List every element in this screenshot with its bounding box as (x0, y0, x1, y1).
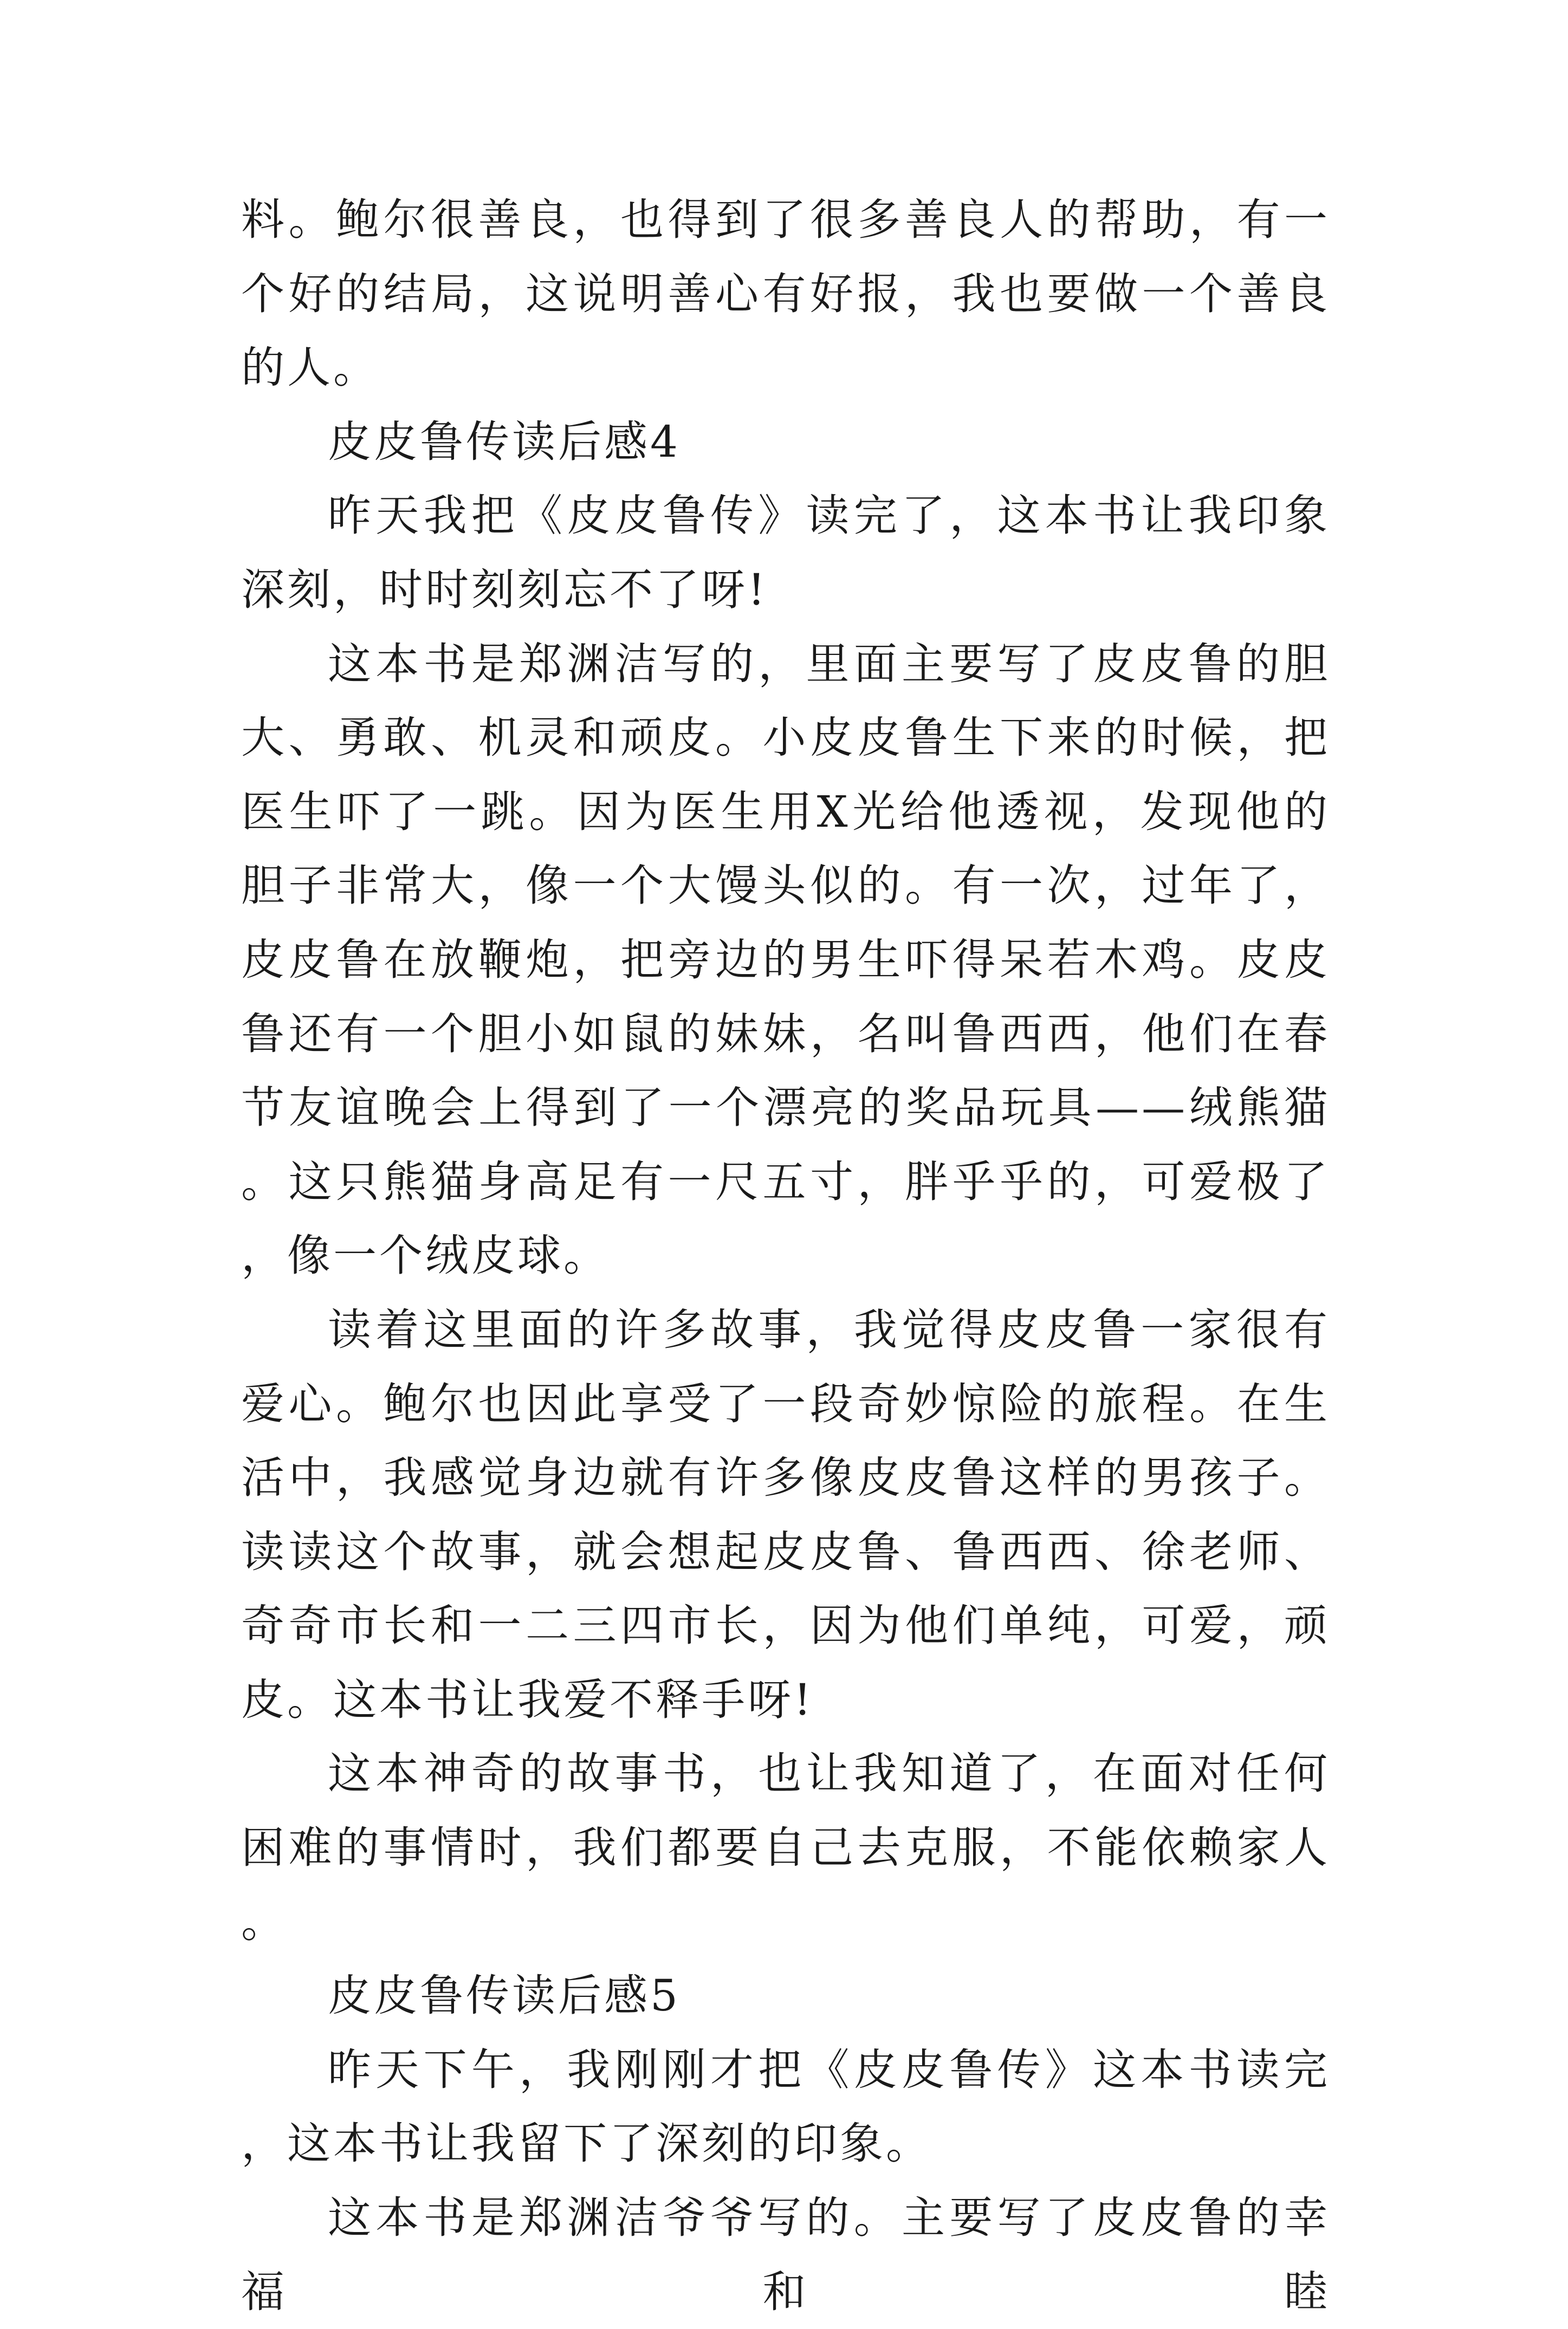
paragraph: 这本神奇的故事书，也让我知道了，在面对任何困难的事情时，我们都要自己去克服，不能依赖家人。 (241, 1748, 1330, 1947)
paragraph: 读着这里面的许多故事，我觉得皮皮鲁一家很有爱心。鲍尔也因此享受了一段奇妙惊险的旅程。在生活中，我感觉身边就有许多像皮皮鲁这样的男孩子。读读这个故事，就会想起皮皮鲁、鲁西西、徐老师、奇奇市长和一二三四市长，因为他们单纯，可爱，顽皮。这本书让我爱不释手呀! (241, 1304, 1330, 1725)
paragraph: 昨天我把《皮皮鲁传》读完了，这本书让我印象深刻，时时刻刻忘不了呀! (241, 490, 1330, 615)
section-heading-4: 皮皮鲁传读后感4 (328, 416, 681, 467)
paragraph: 这本书是郑渊洁写的，里面主要写了皮皮鲁的胆大、勇敢、机灵和顽皮。小皮皮鲁生下来的时候，把医生吓了一跳。因为医生用X光给他透视，发现他的胆子非常大，像一个大馒头似的。有一次，过年了，皮皮鲁在放鞭炮，把旁边的男生吓得呆若木鸡。皮皮鲁还有一个胆小如鼠的妹妹，名叫鲁西西，他们在春节友谊晚会上得到了一个漂亮的奖品玩具——绒熊猫。这只熊猫身高足有一尺五寸，胖乎乎的，可爱极了，像一个绒皮球。 (241, 638, 1330, 1281)
paragraph-truncated: 这本书是郑渊洁爷爷写的。主要写了皮皮鲁的幸福和睦 (241, 2192, 1330, 2317)
article-body (241, 183, 1330, 2329)
paragraph: 昨天下午，我刚刚才把《皮皮鲁传》这本书读完，这本书让我留下了深刻的印象。 (241, 2044, 1330, 2169)
section-heading-5: 皮皮鲁传读后感5 (328, 1970, 681, 2021)
paragraph-continued: 料。鲍尔很善良，也得到了很多善良人的帮助，有一个好的结局，这说明善心有好报，我也要做一个善良的人。 (241, 194, 1330, 393)
